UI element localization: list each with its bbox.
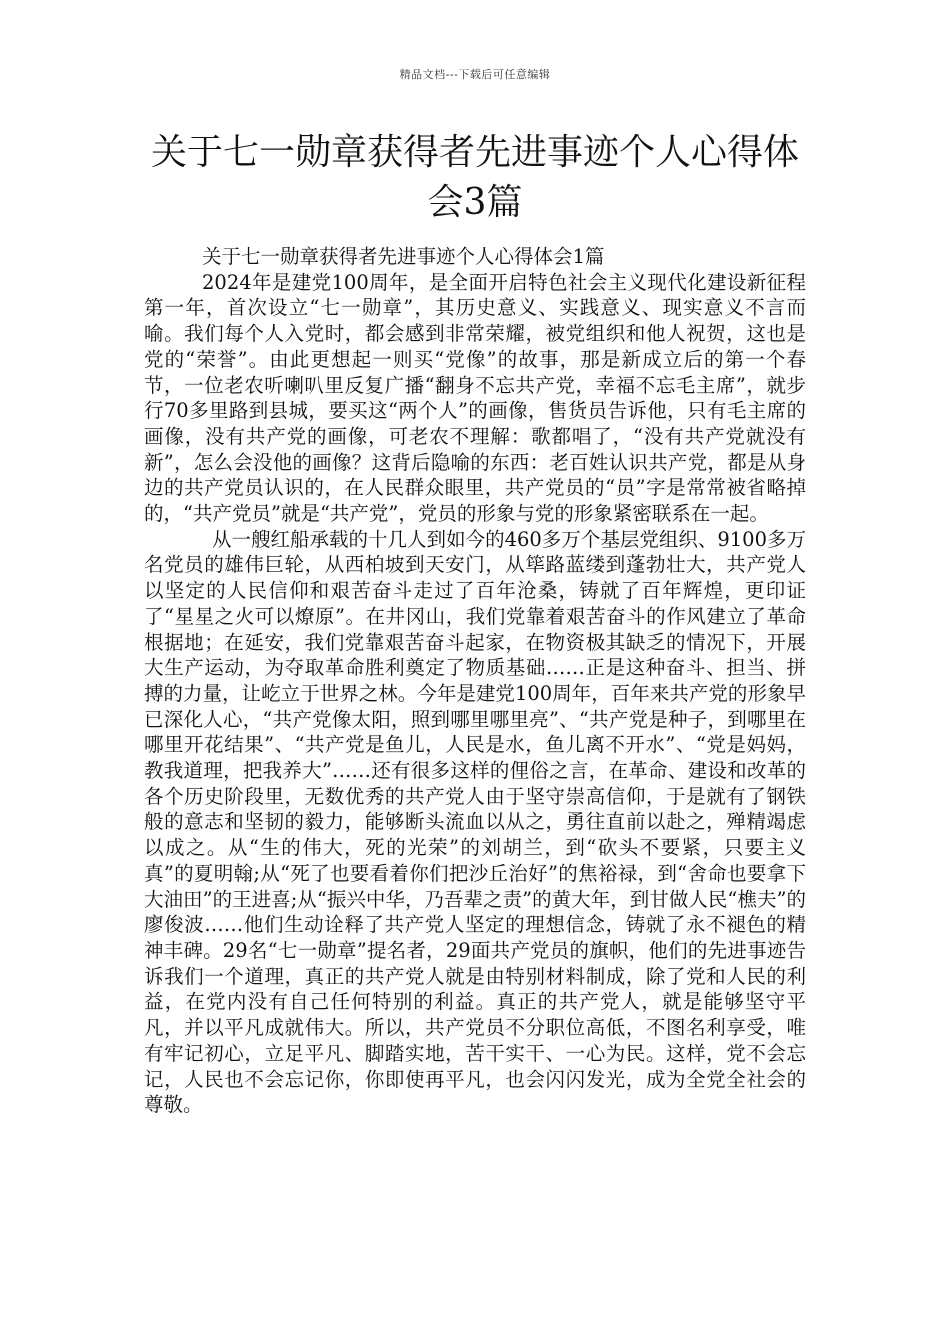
page-header-note: 精品文档---下载后可任意编辑 <box>399 68 551 81</box>
body-paragraph-2: 从一艘红船承载的十几人到如今的460多万个基层党组织、9100多万名党员的雄伟巨轮，从西柏坡到天安门，从筚路蓝缕到蓬勃壮大，共产党人以坚定的人民信仰和艰苦奋斗走过了百年沧桑，铸就了百年辉煌，更印证了“星星之火可以燎原”。在井冈山，我们党靠着艰苦奋斗的作风建立了革命根据地；在延安，我们党靠艰苦奋斗起家，在物资极其缺乏的情况下，开展大生产运动，为夺取革命胜利奠定了物质基础……正是这种奋斗、担当、拼搏的力量，让屹立于世界之林。今年是建党100周年，百年来共产党的形象早已深化人心，“共产党像太阳，照到哪里哪里亮”、“共产党是种子，到哪里在哪里开花结果”、“共产党是鱼儿，人民是水，鱼儿离不开水”、“党是妈妈，教我道理，把我养大”……还有很多这样的俚俗之言，在革命、建设和改革的各个历史阶段里，无数优秀的共产党人由于坚守崇高信仰，于是就有了钢铁般的意志和坚韧的毅力，能够断头流血以从之，勇往直前以赴之，殚精竭虑以成之。从“生的伟大，死的光荣”的刘胡兰，到“砍头不要紧，只要主义真”的夏明翰;从“死了也要看着你们把沙丘治好”的焦裕禄，到“舍命也要拿下大油田”的王进喜;从“振兴中华，乃吾辈之责”的黄大年，到甘做人民“樵夫”的廖俊波……他们生动诠释了共产党人坚定的理想信念，铸就了永不褪色的精神丰碑。29名“七一勋章”提名者，29面共产党员的旗帜，他们的先进事迹告诉我们一个道理，真正的共产党人就是由特别材料制成，除了党和人民的利益，在党内没有自己任何特别的利益。真正的共产党人，就是能够坚守平凡，并以平凡成就伟大。所以，共产党员不分职位高低，不图名利享受，唯有牢记初心，立足平凡、脚踏实地，苦干实干、一心为民。这样，党不会忘记，人民也不会忘记你，你即使再平凡，也会闪闪发光，成为全党全社会的尊敬。 <box>144 527 806 1117</box>
document-body <box>144 244 806 1118</box>
document-title-line-1: 关于七一勋章获得者先进事迹个人心得体 <box>150 132 799 173</box>
body-paragraph-1: 2024年是建党100周年，是全面开启特色社会主义现代化建设新征程第一年，首次设立“七一勋章”，其历史意义、实践意义、现实意义不言而喻。我们每个人入党时，都会感到非常荣耀，被党组织和他人祝贺，这也是党的“荣誉”。由此更想起一则买“党像”的故事，那是新成立后的第一个春节，一位老农听喇叭里反复广播“翻身不忘共产党，幸福不忘毛主席”，就步行70多里路到县城，要买这“两个人”的画像，售货员告诉他，只有毛主席的画像，没有共产党的画像，可老农不理解：歌都唱了，“没有共产党就没有新”，怎么会没他的画像？这背后隐喻的东西：老百姓认识共产党，都是从身边的共产党员认识的，在人民群众眼里，共产党员的“员”字是常常被省略掉的，“共产党员”就是“共产党”，党员的形象与党的形象紧密联系在一起。 <box>144 270 806 526</box>
document-title <box>130 128 820 228</box>
document-title-line-2: 会3篇 <box>427 182 523 223</box>
section-subheading: 关于七一勋章获得者先进事迹个人心得体会1篇 <box>202 245 605 268</box>
